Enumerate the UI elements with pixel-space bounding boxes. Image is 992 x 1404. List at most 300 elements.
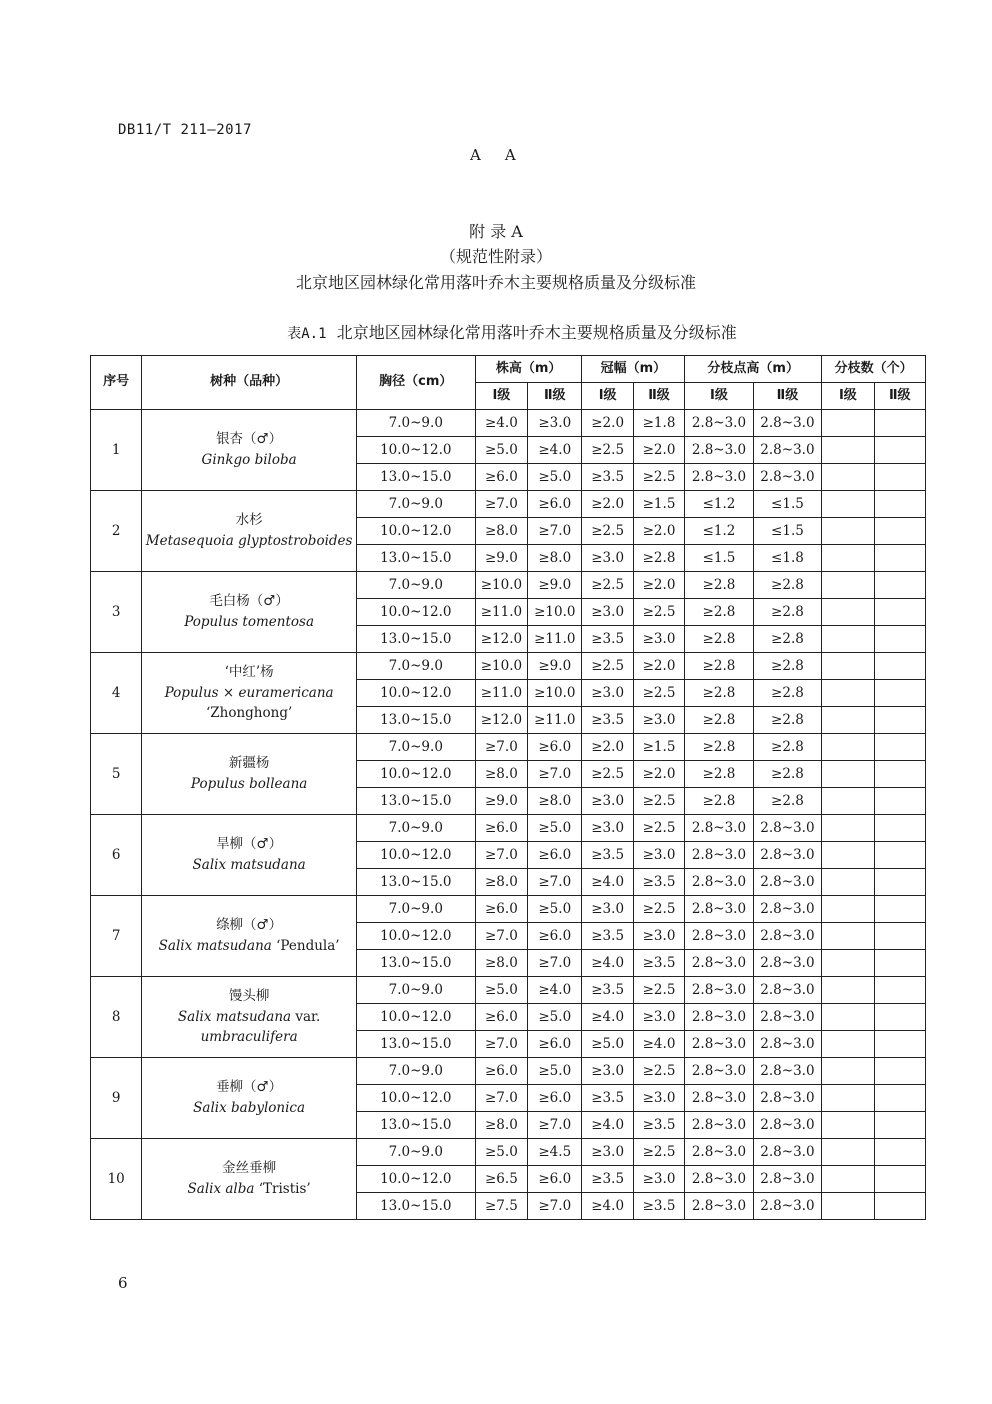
header-no: 序号 bbox=[91, 356, 142, 410]
crown-grade2: ≥1.5 bbox=[633, 734, 684, 761]
branch-height-grade1: 2.8~3.0 bbox=[685, 1058, 753, 1085]
species-cell bbox=[142, 1139, 357, 1220]
dbh-cell: 7.0~9.0 bbox=[356, 1058, 475, 1085]
header-grade2: Ⅱ级 bbox=[753, 383, 822, 410]
table-row bbox=[91, 977, 926, 1004]
dbh-cell: 10.0~12.0 bbox=[356, 1004, 475, 1031]
branch-height-grade2: 2.8~3.0 bbox=[753, 1139, 822, 1166]
branch-height-grade1: ≥2.8 bbox=[685, 680, 753, 707]
crown-grade1: ≥3.0 bbox=[582, 896, 633, 923]
branch-count-grade2 bbox=[874, 653, 925, 680]
branch-count-grade1 bbox=[822, 977, 874, 1004]
height-grade1: ≥9.0 bbox=[475, 788, 527, 815]
branch-count-grade1 bbox=[822, 707, 874, 734]
branch-count-grade2 bbox=[874, 572, 925, 599]
height-grade2: ≥7.0 bbox=[528, 1193, 582, 1220]
dbh-cell: 13.0~15.0 bbox=[356, 545, 475, 572]
branch-height-grade1: 2.8~3.0 bbox=[685, 950, 753, 977]
height-grade2: ≥6.0 bbox=[528, 1085, 582, 1112]
crown-grade1: ≥4.0 bbox=[582, 869, 633, 896]
height-grade2: ≥3.0 bbox=[528, 410, 582, 437]
branch-height-grade1: 2.8~3.0 bbox=[685, 923, 753, 950]
branch-count-grade2 bbox=[874, 842, 925, 869]
species-cell bbox=[142, 896, 357, 977]
height-grade1: ≥6.0 bbox=[475, 896, 527, 923]
height-grade2: ≥7.0 bbox=[528, 761, 582, 788]
branch-count-grade1 bbox=[822, 437, 874, 464]
branch-count-grade1 bbox=[822, 761, 874, 788]
row-number: 9 bbox=[91, 1058, 142, 1139]
crown-grade1: ≥3.0 bbox=[582, 788, 633, 815]
height-grade2: ≥4.5 bbox=[528, 1139, 582, 1166]
branch-height-grade1: 2.8~3.0 bbox=[685, 464, 753, 491]
height-grade1: ≥9.0 bbox=[475, 545, 527, 572]
height-grade1: ≥8.0 bbox=[475, 950, 527, 977]
branch-count-grade1 bbox=[822, 1085, 874, 1112]
branch-count-grade2 bbox=[874, 518, 925, 545]
header-species: 树种（品种） bbox=[142, 356, 357, 410]
crown-grade2: ≥2.0 bbox=[633, 653, 684, 680]
dbh-cell: 7.0~9.0 bbox=[356, 1139, 475, 1166]
branch-height-grade2: 2.8~3.0 bbox=[753, 1085, 822, 1112]
branch-height-grade2: ≥2.8 bbox=[753, 707, 822, 734]
dbh-cell: 7.0~9.0 bbox=[356, 491, 475, 518]
height-grade1: ≥6.0 bbox=[475, 464, 527, 491]
branch-height-grade2: 2.8~3.0 bbox=[753, 842, 822, 869]
height-grade2: ≥11.0 bbox=[528, 707, 582, 734]
header-mark: A bbox=[504, 146, 516, 164]
dbh-cell: 7.0~9.0 bbox=[356, 896, 475, 923]
species-chinese-name: 水杉 bbox=[235, 512, 263, 529]
branch-height-grade2: ≥2.8 bbox=[753, 653, 822, 680]
height-grade2: ≥5.0 bbox=[528, 1004, 582, 1031]
branch-height-grade2: ≤1.5 bbox=[753, 491, 822, 518]
branch-count-grade2 bbox=[874, 545, 925, 572]
branch-count-grade2 bbox=[874, 788, 925, 815]
species-chinese-name: 金丝垂柳 bbox=[222, 1160, 277, 1177]
height-grade1: ≥7.0 bbox=[475, 1085, 527, 1112]
branch-height-grade2: 2.8~3.0 bbox=[753, 1193, 822, 1220]
height-grade2: ≥9.0 bbox=[528, 653, 582, 680]
crown-grade1: ≥3.5 bbox=[582, 464, 633, 491]
height-grade1: ≥6.0 bbox=[475, 1058, 527, 1085]
crown-grade1: ≥2.5 bbox=[582, 518, 633, 545]
branch-count-grade2 bbox=[874, 437, 925, 464]
header-branch-height: 分枝点高（m） bbox=[685, 356, 822, 383]
height-grade2: ≥4.0 bbox=[528, 977, 582, 1004]
branch-height-grade1: ≤1.2 bbox=[685, 518, 753, 545]
crown-grade2: ≥3.0 bbox=[633, 626, 684, 653]
dbh-cell: 10.0~12.0 bbox=[356, 599, 475, 626]
table-row bbox=[91, 572, 926, 599]
row-number: 10 bbox=[91, 1139, 142, 1220]
appendix-heading: 北京地区园林绿化常用落叶乔木主要规格质量及分级标准 bbox=[295, 273, 696, 292]
branch-height-grade2: ≥2.8 bbox=[753, 599, 822, 626]
height-grade1: ≥7.0 bbox=[475, 923, 527, 950]
header-grade2: Ⅱ级 bbox=[528, 383, 582, 410]
height-grade1: ≥8.0 bbox=[475, 869, 527, 896]
crown-grade2: ≥2.5 bbox=[633, 680, 684, 707]
branch-count-grade2 bbox=[874, 410, 925, 437]
branch-count-grade2 bbox=[874, 815, 925, 842]
crown-grade1: ≥2.5 bbox=[582, 653, 633, 680]
branch-height-grade1: 2.8~3.0 bbox=[685, 410, 753, 437]
branch-height-grade2: ≤1.8 bbox=[753, 545, 822, 572]
crown-grade2: ≥2.5 bbox=[633, 464, 684, 491]
crown-grade2: ≥2.0 bbox=[633, 518, 684, 545]
crown-grade1: ≥3.0 bbox=[582, 599, 633, 626]
species-name-continued: umbraculifera bbox=[200, 1029, 298, 1046]
crown-grade2: ≥3.5 bbox=[633, 950, 684, 977]
species-cell bbox=[142, 410, 357, 491]
crown-grade2: ≥2.5 bbox=[633, 896, 684, 923]
species-latin-name: Metasequoia glyptostroboides bbox=[145, 533, 353, 549]
dbh-cell: 7.0~9.0 bbox=[356, 734, 475, 761]
branch-count-grade1 bbox=[822, 545, 874, 572]
header-grade1: Ⅰ级 bbox=[475, 383, 527, 410]
species-latin-line bbox=[142, 1101, 356, 1116]
branch-height-grade2: 2.8~3.0 bbox=[753, 1166, 822, 1193]
crown-grade1: ≥3.0 bbox=[582, 1058, 633, 1085]
species-cell bbox=[142, 1058, 357, 1139]
height-grade2: ≥5.0 bbox=[528, 815, 582, 842]
branch-count-grade2 bbox=[874, 626, 925, 653]
height-grade1: ≥5.0 bbox=[475, 1139, 527, 1166]
branch-height-grade1: ≤1.5 bbox=[685, 545, 753, 572]
branch-height-grade2: 2.8~3.0 bbox=[753, 923, 822, 950]
crown-grade1: ≥2.0 bbox=[582, 491, 633, 518]
crown-grade1: ≥4.0 bbox=[582, 1004, 633, 1031]
height-grade2: ≥6.0 bbox=[528, 1166, 582, 1193]
branch-count-grade1 bbox=[822, 518, 874, 545]
height-grade1: ≥6.0 bbox=[475, 815, 527, 842]
branch-count-grade2 bbox=[874, 1031, 925, 1058]
branch-count-grade1 bbox=[822, 680, 874, 707]
branch-count-grade2 bbox=[874, 464, 925, 491]
branch-height-grade1: ≥2.8 bbox=[685, 788, 753, 815]
crown-grade1: ≥2.0 bbox=[582, 410, 633, 437]
dbh-cell: 13.0~15.0 bbox=[356, 869, 475, 896]
branch-count-grade2 bbox=[874, 1193, 925, 1220]
crown-grade2: ≥2.5 bbox=[633, 1139, 684, 1166]
height-grade1: ≥7.0 bbox=[475, 1031, 527, 1058]
height-grade1: ≥5.0 bbox=[475, 437, 527, 464]
branch-count-grade2 bbox=[874, 599, 925, 626]
species-cell bbox=[142, 734, 357, 815]
table-row bbox=[91, 491, 926, 518]
crown-grade2: ≥3.5 bbox=[633, 1193, 684, 1220]
header-grade1: Ⅰ级 bbox=[685, 383, 753, 410]
dbh-cell: 7.0~9.0 bbox=[356, 653, 475, 680]
crown-grade1: ≥4.0 bbox=[582, 1112, 633, 1139]
height-grade1: ≥7.0 bbox=[475, 491, 527, 518]
branch-count-grade1 bbox=[822, 599, 874, 626]
crown-grade2: ≥3.0 bbox=[633, 1166, 684, 1193]
branch-height-grade2: 2.8~3.0 bbox=[753, 815, 822, 842]
table-caption-text: 北京地区园林绿化常用落叶乔木主要规格质量及分级标准 bbox=[336, 323, 737, 342]
header-grade2: Ⅱ级 bbox=[874, 383, 925, 410]
dbh-cell: 10.0~12.0 bbox=[356, 923, 475, 950]
dbh-cell: 7.0~9.0 bbox=[356, 815, 475, 842]
branch-count-grade2 bbox=[874, 707, 925, 734]
page-number: 6 bbox=[118, 1274, 128, 1292]
dbh-cell: 7.0~9.0 bbox=[356, 977, 475, 1004]
species-cultivar: ‘Pendula’ bbox=[271, 938, 340, 954]
height-grade1: ≥6.5 bbox=[475, 1166, 527, 1193]
height-grade2: ≥9.0 bbox=[528, 572, 582, 599]
branch-count-grade1 bbox=[822, 572, 874, 599]
branch-height-grade1: ≥2.8 bbox=[685, 572, 753, 599]
branch-count-grade1 bbox=[822, 1166, 874, 1193]
branch-count-grade2 bbox=[874, 491, 925, 518]
height-grade2: ≥5.0 bbox=[528, 896, 582, 923]
crown-grade2: ≥1.8 bbox=[633, 410, 684, 437]
row-number: 7 bbox=[91, 896, 142, 977]
height-grade2: ≥10.0 bbox=[528, 680, 582, 707]
dbh-cell: 13.0~15.0 bbox=[356, 1031, 475, 1058]
crown-grade1: ≥2.5 bbox=[582, 761, 633, 788]
dbh-cell: 10.0~12.0 bbox=[356, 842, 475, 869]
dbh-cell: 7.0~9.0 bbox=[356, 410, 475, 437]
branch-height-grade1: ≥2.8 bbox=[685, 653, 753, 680]
branch-height-grade2: 2.8~3.0 bbox=[753, 1112, 822, 1139]
crown-grade2: ≥4.0 bbox=[633, 1031, 684, 1058]
height-grade2: ≥7.0 bbox=[528, 1112, 582, 1139]
height-grade1: ≥6.0 bbox=[475, 1004, 527, 1031]
branch-height-grade2: 2.8~3.0 bbox=[753, 896, 822, 923]
table-caption bbox=[16, 320, 992, 343]
height-grade1: ≥8.0 bbox=[475, 518, 527, 545]
standard-code: DB11/T 211—2017 bbox=[118, 122, 252, 138]
branch-count-grade2 bbox=[874, 1112, 925, 1139]
branch-count-grade1 bbox=[822, 1031, 874, 1058]
crown-grade1: ≥3.0 bbox=[582, 1139, 633, 1166]
species-chinese-name: 绦柳（♂） bbox=[216, 917, 283, 934]
species-latin-line bbox=[142, 939, 356, 954]
branch-height-grade2: 2.8~3.0 bbox=[753, 410, 822, 437]
table-row bbox=[91, 734, 926, 761]
branch-height-grade2: ≥2.8 bbox=[753, 680, 822, 707]
species-chinese-name: ‘中红’杨 bbox=[224, 663, 274, 680]
dbh-cell: 10.0~12.0 bbox=[356, 680, 475, 707]
branch-count-grade2 bbox=[874, 977, 925, 1004]
dbh-cell: 13.0~15.0 bbox=[356, 707, 475, 734]
height-grade2: ≥5.0 bbox=[528, 464, 582, 491]
branch-height-grade2: ≥2.8 bbox=[753, 626, 822, 653]
species-chinese-name: 垂柳（♂） bbox=[216, 1079, 283, 1096]
species-cultivar: var. bbox=[291, 1008, 321, 1025]
crown-grade2: ≥3.0 bbox=[633, 1004, 684, 1031]
branch-height-grade2: ≥2.8 bbox=[753, 761, 822, 788]
branch-count-grade1 bbox=[822, 1004, 874, 1031]
height-grade1: ≥10.0 bbox=[475, 653, 527, 680]
branch-height-grade1: 2.8~3.0 bbox=[685, 815, 753, 842]
crown-grade1: ≥3.0 bbox=[582, 815, 633, 842]
height-grade1: ≥10.0 bbox=[475, 572, 527, 599]
height-grade1: ≥12.0 bbox=[475, 626, 527, 653]
species-latin-line bbox=[142, 1182, 356, 1197]
header-crown: 冠幅（m） bbox=[582, 356, 685, 383]
branch-count-grade1 bbox=[822, 491, 874, 518]
header-grade1: Ⅰ级 bbox=[582, 383, 633, 410]
branch-height-grade2: 2.8~3.0 bbox=[753, 1031, 822, 1058]
crown-grade2: ≥2.5 bbox=[633, 788, 684, 815]
height-grade1: ≥12.0 bbox=[475, 707, 527, 734]
crown-grade1: ≥3.5 bbox=[582, 1166, 633, 1193]
crown-grade1: ≥3.5 bbox=[582, 923, 633, 950]
crown-grade2: ≥1.5 bbox=[633, 491, 684, 518]
row-number: 2 bbox=[91, 491, 142, 572]
branch-height-grade2: 2.8~3.0 bbox=[753, 437, 822, 464]
dbh-cell: 13.0~15.0 bbox=[356, 788, 475, 815]
row-number: 8 bbox=[91, 977, 142, 1058]
height-grade2: ≥8.0 bbox=[528, 788, 582, 815]
crown-grade2: ≥3.0 bbox=[633, 707, 684, 734]
header-marks bbox=[470, 146, 540, 164]
dbh-cell: 10.0~12.0 bbox=[356, 1166, 475, 1193]
species-latin-name: Populus × euramericana bbox=[164, 684, 334, 701]
species-chinese-name: 毛白杨（♂） bbox=[209, 593, 289, 610]
crown-grade1: ≥2.5 bbox=[582, 437, 633, 464]
branch-count-grade1 bbox=[822, 1139, 874, 1166]
crown-grade1: ≥5.0 bbox=[582, 1031, 633, 1058]
species-chinese-name: 旱柳（♂） bbox=[216, 836, 283, 853]
branch-count-grade2 bbox=[874, 1004, 925, 1031]
height-grade1: ≥5.0 bbox=[475, 977, 527, 1004]
species-name-continued: ‘Zhonghong’ bbox=[205, 705, 293, 722]
table-row bbox=[91, 1058, 926, 1085]
header-branch-count: 分枝数（个） bbox=[822, 356, 926, 383]
height-grade1: ≥7.0 bbox=[475, 734, 527, 761]
branch-height-grade1: ≥2.8 bbox=[685, 599, 753, 626]
table-row bbox=[91, 815, 926, 842]
branch-height-grade1: ≥2.8 bbox=[685, 707, 753, 734]
header-grade2: Ⅱ级 bbox=[633, 383, 684, 410]
branch-height-grade1: 2.8~3.0 bbox=[685, 1139, 753, 1166]
species-latin-name: Salix matsudana bbox=[192, 857, 306, 873]
height-grade1: ≥11.0 bbox=[475, 599, 527, 626]
species-latin-name: Salix babylonica bbox=[193, 1100, 306, 1116]
crown-grade2: ≥3.0 bbox=[633, 1085, 684, 1112]
table-row bbox=[91, 410, 926, 437]
crown-grade2: ≥3.0 bbox=[633, 842, 684, 869]
branch-height-grade1: 2.8~3.0 bbox=[685, 1031, 753, 1058]
species-latin-line bbox=[142, 615, 356, 630]
table-row bbox=[91, 896, 926, 923]
branch-height-grade2: 2.8~3.0 bbox=[753, 464, 822, 491]
crown-grade2: ≥3.5 bbox=[633, 1112, 684, 1139]
branch-count-grade1 bbox=[822, 788, 874, 815]
row-number: 5 bbox=[91, 734, 142, 815]
branch-count-grade2 bbox=[874, 680, 925, 707]
crown-grade1: ≥3.5 bbox=[582, 1085, 633, 1112]
species-latin-name: Populus tomentosa bbox=[184, 614, 315, 630]
branch-height-grade1: 2.8~3.0 bbox=[685, 869, 753, 896]
crown-grade1: ≥4.0 bbox=[582, 1193, 633, 1220]
spec-table bbox=[90, 355, 926, 1220]
species-chinese-name: 银杏（♂） bbox=[216, 431, 283, 448]
branch-count-grade2 bbox=[874, 1058, 925, 1085]
branch-height-grade1: 2.8~3.0 bbox=[685, 1193, 753, 1220]
branch-height-grade2: 2.8~3.0 bbox=[753, 1058, 822, 1085]
branch-count-grade1 bbox=[822, 1193, 874, 1220]
branch-height-grade2: 2.8~3.0 bbox=[753, 950, 822, 977]
crown-grade2: ≥2.5 bbox=[633, 1058, 684, 1085]
branch-height-grade2: 2.8~3.0 bbox=[753, 869, 822, 896]
height-grade1: ≥11.0 bbox=[475, 680, 527, 707]
dbh-cell: 13.0~15.0 bbox=[356, 464, 475, 491]
header-mark: A bbox=[470, 146, 481, 164]
species-cultivar: ‘Tristis’ bbox=[254, 1181, 311, 1197]
spec-table-body bbox=[91, 410, 926, 1220]
branch-height-grade1: 2.8~3.0 bbox=[685, 896, 753, 923]
row-number: 6 bbox=[91, 815, 142, 896]
branch-count-grade1 bbox=[822, 923, 874, 950]
branch-height-grade1: 2.8~3.0 bbox=[685, 1166, 753, 1193]
height-grade2: ≥6.0 bbox=[528, 491, 582, 518]
row-number: 3 bbox=[91, 572, 142, 653]
branch-height-grade1: ≥2.8 bbox=[685, 626, 753, 653]
branch-count-grade1 bbox=[822, 653, 874, 680]
crown-grade2: ≥2.0 bbox=[633, 761, 684, 788]
height-grade2: ≥6.0 bbox=[528, 842, 582, 869]
branch-height-grade2: 2.8~3.0 bbox=[753, 977, 822, 1004]
dbh-cell: 13.0~15.0 bbox=[356, 1193, 475, 1220]
height-grade1: ≥8.0 bbox=[475, 1112, 527, 1139]
branch-height-grade1: 2.8~3.0 bbox=[685, 842, 753, 869]
appendix-title: 附 录 A bbox=[469, 222, 523, 241]
species-chinese-name: 馒头柳 bbox=[228, 987, 270, 1004]
crown-grade2: ≥2.5 bbox=[633, 977, 684, 1004]
row-number: 4 bbox=[91, 653, 142, 734]
species-latin-name: Salix matsudana bbox=[177, 1008, 292, 1025]
branch-count-grade1 bbox=[822, 950, 874, 977]
branch-count-grade2 bbox=[874, 1085, 925, 1112]
branch-count-grade2 bbox=[874, 869, 925, 896]
species-latin-name: Salix matsudana bbox=[158, 938, 272, 954]
branch-count-grade1 bbox=[822, 734, 874, 761]
branch-count-grade1 bbox=[822, 1112, 874, 1139]
dbh-cell: 10.0~12.0 bbox=[356, 518, 475, 545]
branch-height-grade2: ≥2.8 bbox=[753, 788, 822, 815]
height-grade2: ≥10.0 bbox=[528, 599, 582, 626]
species-chinese-name: 新疆杨 bbox=[228, 755, 270, 772]
species-latin-line bbox=[142, 534, 356, 549]
branch-height-grade1: 2.8~3.0 bbox=[685, 437, 753, 464]
species-cell bbox=[142, 491, 357, 572]
crown-grade1: ≥3.5 bbox=[582, 626, 633, 653]
branch-height-grade1: 2.8~3.0 bbox=[685, 1004, 753, 1031]
height-grade1: ≥4.0 bbox=[475, 410, 527, 437]
dbh-cell: 10.0~12.0 bbox=[356, 1085, 475, 1112]
branch-height-grade1: ≤1.2 bbox=[685, 491, 753, 518]
header-height: 株高（m） bbox=[475, 356, 582, 383]
height-grade2: ≥5.0 bbox=[528, 1058, 582, 1085]
height-grade2: ≥7.0 bbox=[528, 869, 582, 896]
height-grade2: ≥7.0 bbox=[528, 518, 582, 545]
table-row bbox=[91, 653, 926, 680]
dbh-cell: 13.0~15.0 bbox=[356, 626, 475, 653]
height-grade2: ≥7.0 bbox=[528, 950, 582, 977]
branch-height-grade1: 2.8~3.0 bbox=[685, 1112, 753, 1139]
branch-count-grade1 bbox=[822, 869, 874, 896]
branch-count-grade2 bbox=[874, 734, 925, 761]
branch-count-grade1 bbox=[822, 1058, 874, 1085]
species-latin-name: Ginkgo biloba bbox=[201, 452, 297, 468]
branch-count-grade2 bbox=[874, 1166, 925, 1193]
dbh-cell: 10.0~12.0 bbox=[356, 437, 475, 464]
branch-height-grade2: ≥2.8 bbox=[753, 572, 822, 599]
